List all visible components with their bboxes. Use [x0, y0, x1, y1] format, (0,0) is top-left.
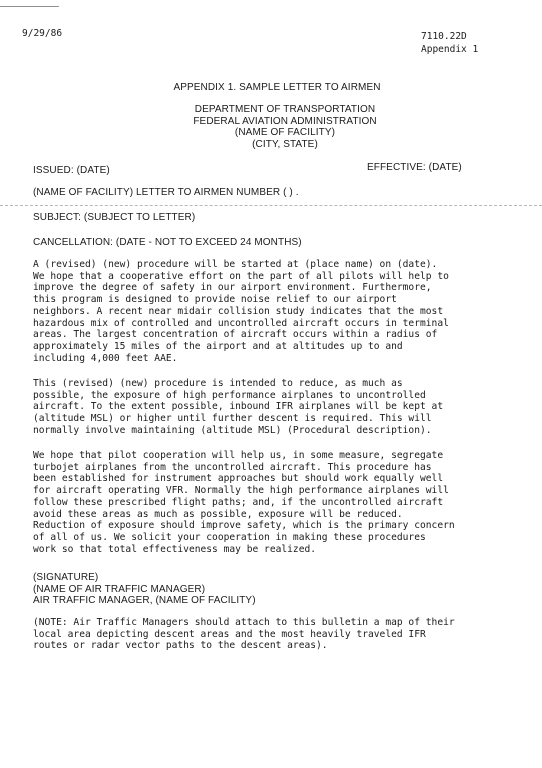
appendix-label: Appendix 1 — [421, 44, 479, 55]
scan-artifact — [0, 0, 61, 7]
letter-number: (NAME OF FACILITY) LETTER TO AIRMEN NUMBER ( ) . — [33, 187, 299, 198]
signature-placeholder: (SIGNATURE) — [33, 572, 99, 583]
org-line-city-state: (CITY, STATE) — [252, 138, 318, 150]
org-line-department: DEPARTMENT OF TRANSPORTATION — [194, 104, 376, 115]
org-line-facility: (NAME OF FACILITY) — [234, 127, 336, 138]
effective-date: EFFECTIVE: (DATE) — [367, 162, 462, 173]
manager-name: (NAME OF AIR TRAFFIC MANAGER) — [33, 583, 206, 595]
signature-block — [33, 572, 256, 607]
subject-line: SUBJECT: (SUBJECT TO LETTER) — [33, 212, 196, 223]
header-reference — [421, 30, 478, 56]
body-paragraph-2: This (revised) (new) procedure is intended to reduce, as much as possible, the exposure of high performance airplanes to uncontrolled aircraft. To the extent possible, inbound IFR airplanes will be kept at (altitude MSL) or higher until further descent is required. This will normally involve maintaining (altitude MSL) (Procedural description). — [33, 378, 444, 436]
order-number: 7110.22D — [421, 31, 467, 42]
header-date: 9/29/86 — [22, 28, 63, 39]
issued-date: ISSUED: (DATE) — [33, 165, 110, 176]
body-paragraph-3: We hope that pilot cooperation will help us, in some measure, segregate turbojet airplanes from the uncontrolled aircraft. This procedure has been established for instrument approaches but should work equally well for aircraft operating VFR. Normally the high performance airplanes will follow these prescribed flight paths; and, if the uncontrolled aircraft avoid these areas as much as possible, exposure will be reduced. Reduction of exposure should improve safety, which is the primary concern of all of us. We solicit your cooperation in making these procedures work so that total effectiveness may be realized. — [33, 450, 455, 555]
organization-block — [14, 104, 542, 150]
manager-title: AIR TRAFFIC MANAGER, (NAME OF FACILITY) — [33, 595, 256, 607]
cancellation-line: CANCELLATION: (DATE - NOT TO EXCEED 24 MONTHS) — [33, 237, 302, 248]
body-paragraph-1: A (revised) (new) procedure will be started at (place name) on (date). We hope that a cooperative effort on the part of all pilots will help to improve the degree of safety in our airport environment. Furthermore, this program is designed to provide noise relief to our airport neighbors. A recent near midair collision study indicates that the most hazardous mix of controlled and uncontrolled aircraft occurs in terminal areas. The largest concentration of aircraft occurs within a radius of approximately 15 miles of the airport and at altitudes up to and including 4,000 feet AAE. — [33, 259, 449, 364]
note-paragraph: (NOTE: Air Traffic Managers should attach to this bulletin a map of their local area depicting descent areas and the most heavily traveled IFR routes or radar vector paths to the descent areas). — [33, 617, 455, 652]
fold-line — [0, 205, 542, 206]
org-line-administration: FEDERAL AVIATION ADMINISTRATION — [193, 115, 377, 127]
document-title: APPENDIX 1. SAMPLE LETTER TO AIRMEN — [173, 82, 381, 93]
